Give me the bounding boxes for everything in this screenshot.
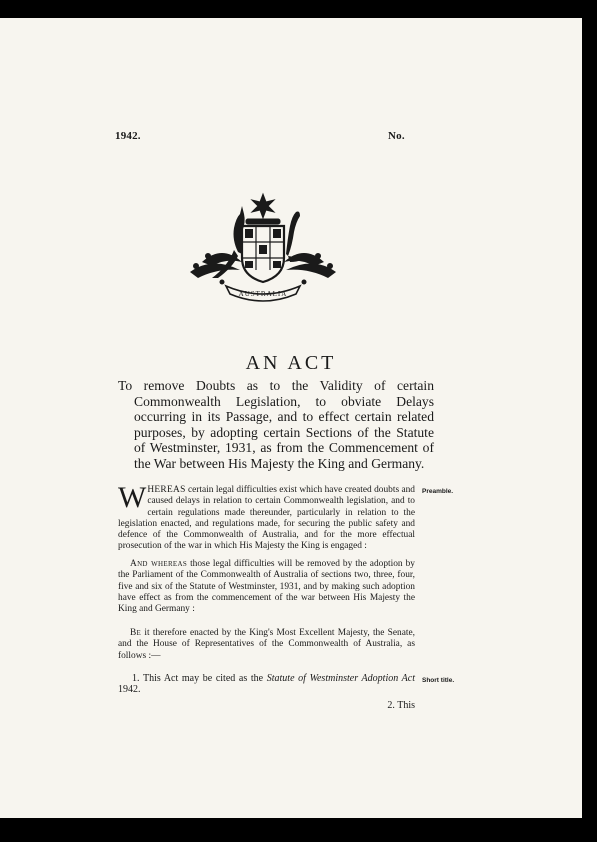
preamble-first-word: HEREAS xyxy=(147,485,186,495)
svg-text:AUSTRALIA: AUSTRALIA xyxy=(238,290,288,298)
enacting-text: it therefore enacted by the King's Most Excellent Majesty, the Senate, and the House of Representatives of the Commonwealth of Australia, as follows :— xyxy=(118,628,415,661)
act-number-label: No. xyxy=(388,130,405,142)
section-1-tail: 1942. xyxy=(118,684,141,696)
whereas-paragraph xyxy=(118,559,415,615)
section-1 xyxy=(118,673,415,696)
section-1-short-title: Statute of Westminster Adoption Act xyxy=(266,673,416,684)
act-title: AN ACT xyxy=(245,352,337,374)
drop-cap: W xyxy=(118,481,147,514)
document-page xyxy=(0,18,582,818)
section-1-lead: 1. This Act may be cited as the xyxy=(132,673,267,684)
preamble-paragraph xyxy=(118,481,415,553)
enacting-paragraph xyxy=(118,628,415,662)
preamble-text: certain legal difficulties exist which have created doubts and caused delays in relation to certain Commonwealth legislation, and to certain regulations made thereunder, particularly in relation to the legislation enacted, and regulations made, for securing the public safety and defence of the Commonwealth of Australia, and for the more effectual prosecution of the war in which His Majesty the King is engaged : xyxy=(118,485,415,552)
whereas-lead: And whereas xyxy=(130,559,188,569)
catchword: 2. This xyxy=(387,700,415,711)
margin-note-preamble: Preamble. xyxy=(422,488,454,495)
margin-note-short-title: Short title. xyxy=(422,677,455,684)
whereas-text: those legal difficulties will be removed by the adoption by the Parliament of the Commonwealth of Australia of sections two, three, four, five and six of the Statute of Westminster, 1931, and by making such adoption have effect as from the commencement of the war between His Majesty the King and Germany : xyxy=(118,559,415,615)
enacting-lead: Be xyxy=(130,628,142,638)
long-title: To remove Doubts as to the Validity of certain Commonwealth Legislation, to obviate Delays occurring in its Passage, and to effect certain related purposes, by adopting certain Sections of the Statute of Westminster, 1931, as from the Commencement of the War between His Majesty the King and Germany. xyxy=(118,378,434,471)
coat-of-arms-icon xyxy=(182,192,344,304)
act-year: 1942. xyxy=(115,130,141,142)
